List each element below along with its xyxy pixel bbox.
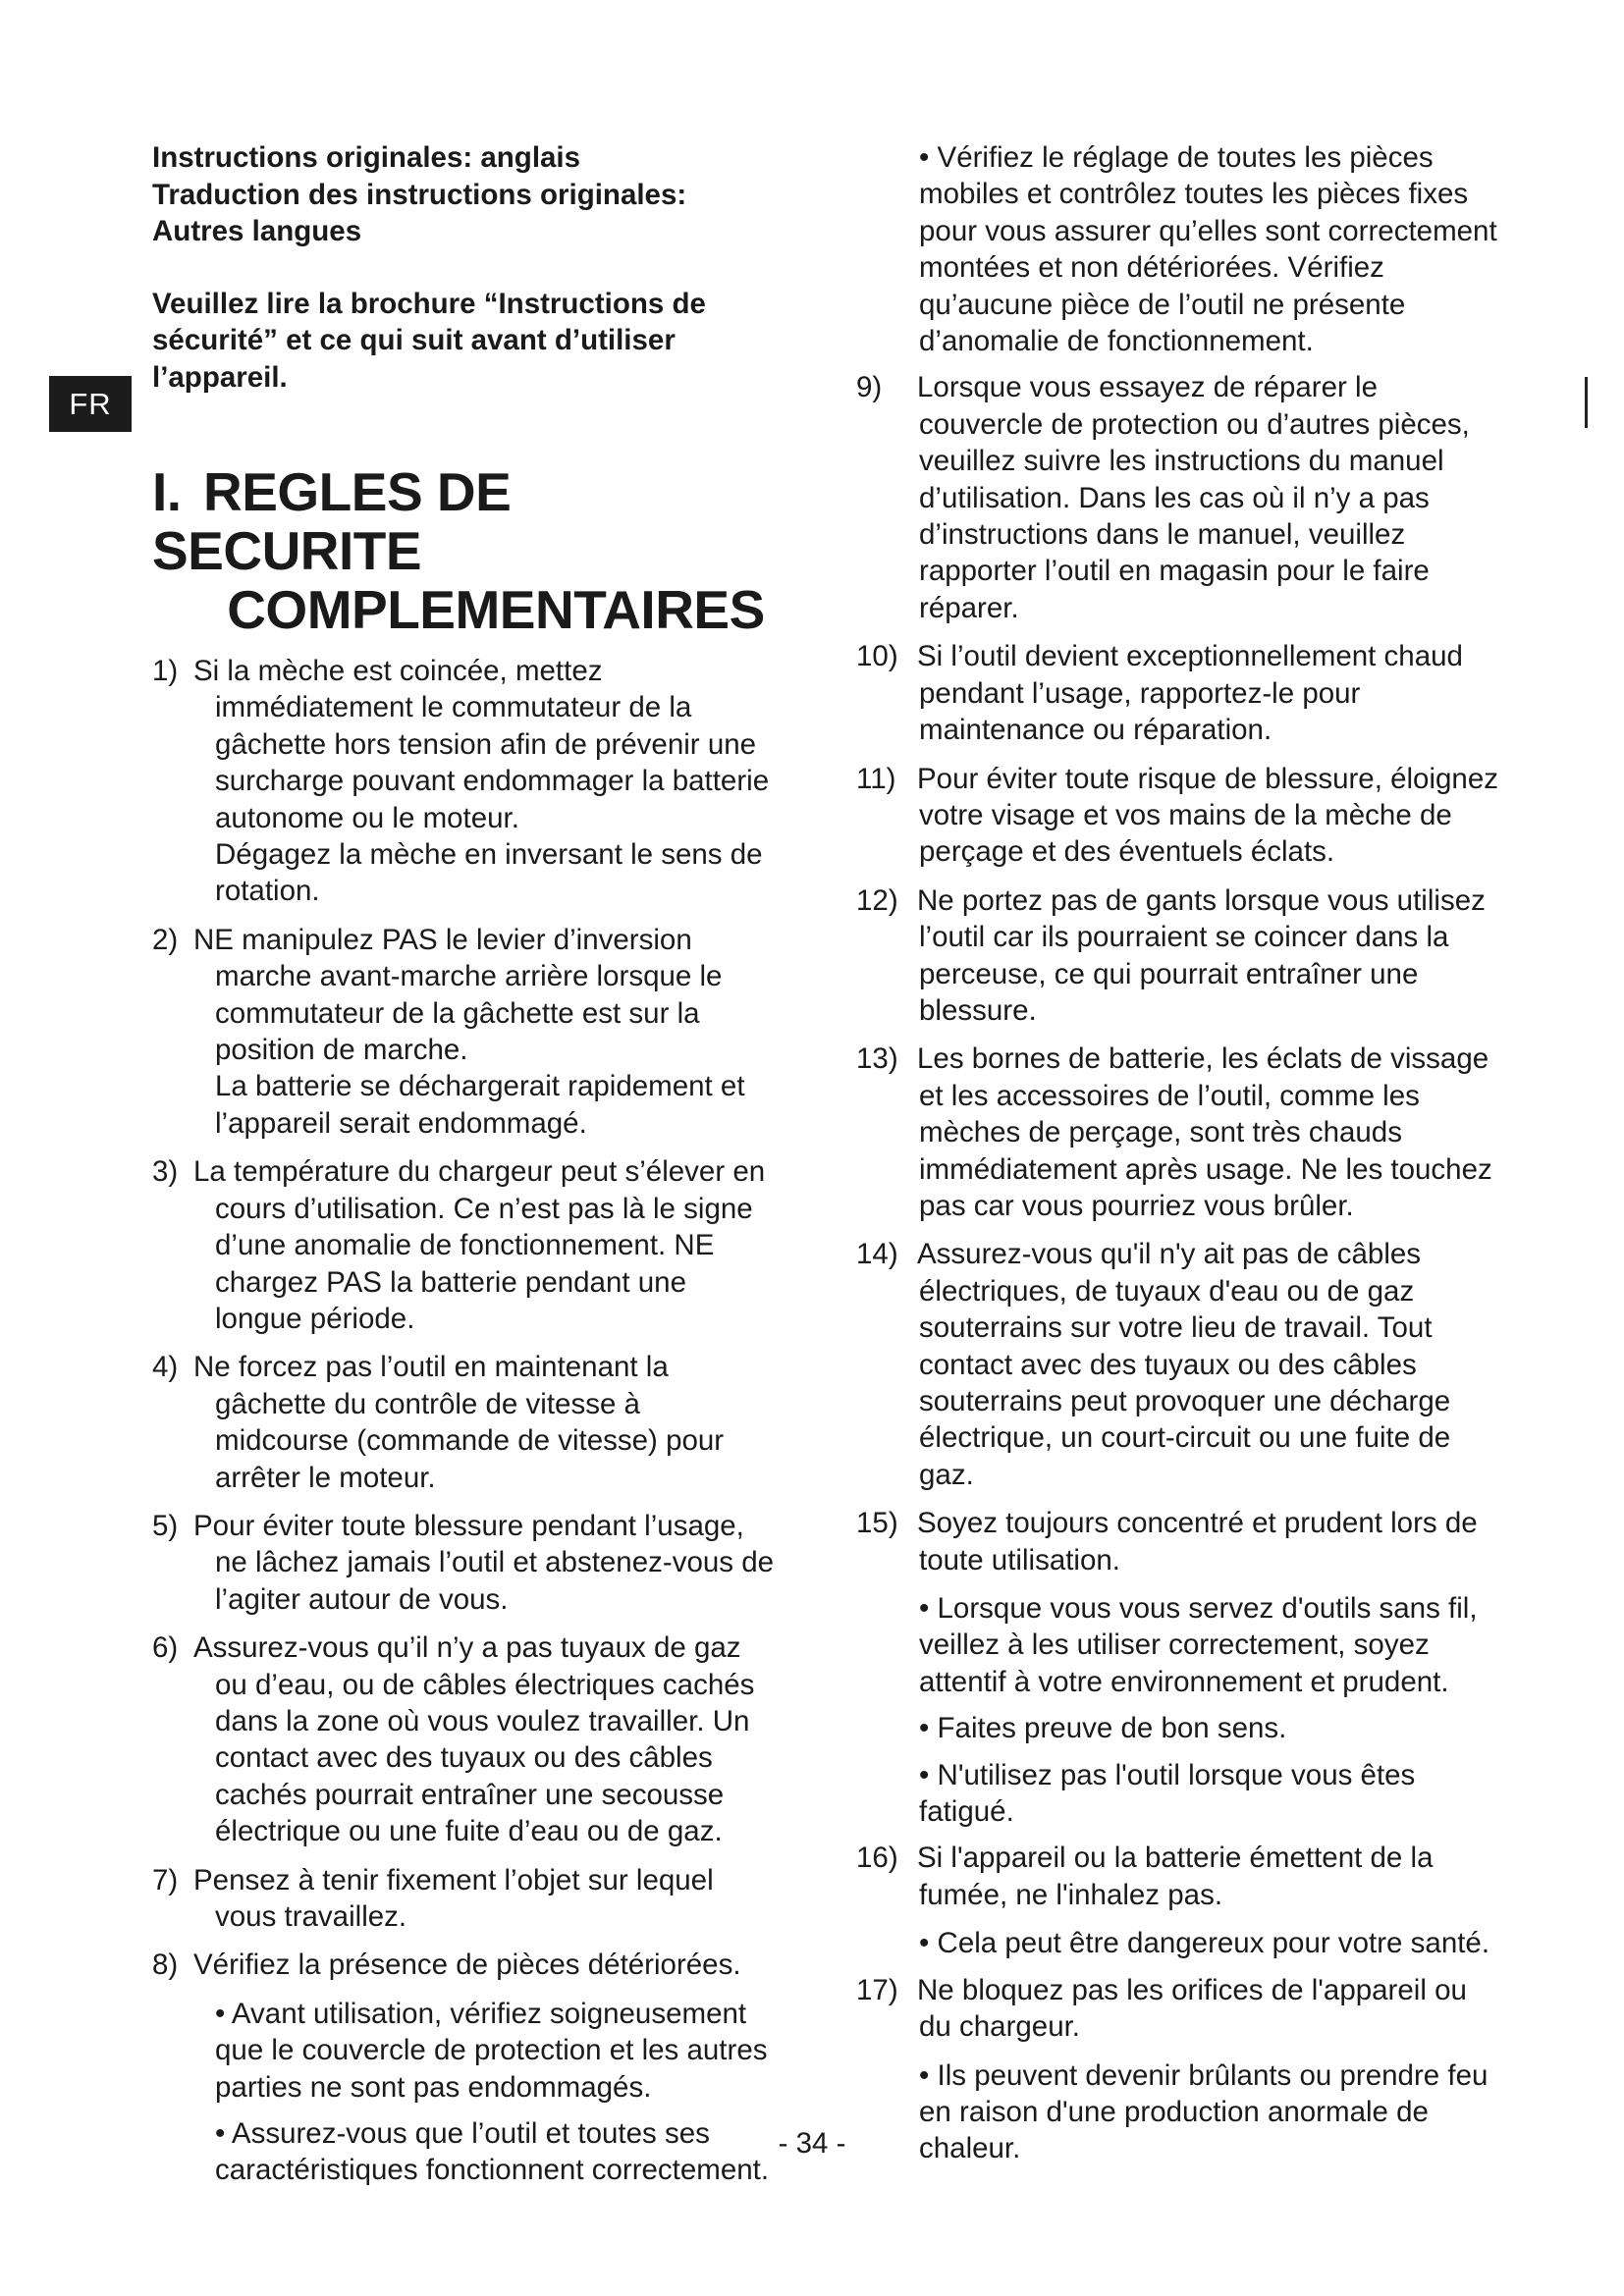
rule-number: 9) (856, 371, 883, 404)
rule-text: NE manipulez PAS le levier d’inversion marche avant-marche arrière lorsque le commutateur de la gâchette est sur la position de marche. (193, 923, 723, 1067)
section-title (152, 462, 781, 639)
rule-number: 16) (856, 1842, 898, 1875)
rule-11 (856, 761, 1504, 871)
rule-10 (856, 638, 1504, 748)
rule-number: 1) (152, 655, 179, 687)
rule-2 (152, 922, 781, 1142)
rule-9 (856, 369, 1504, 626)
rule-text: Pour éviter toute blessure pendant l’usage, ne lâchez jamais l’outil et abstenez-vous de l’agiter autour de vous. (193, 1509, 775, 1616)
rule-8-bullet-3: • Vérifiez le réglage de toutes les pièces mobiles et contrôlez toutes les pièces fixes pour vous assurer qu’elles sont correctement montées et non détériorées. Vérifiez qu’aucune pièce de l’outil ne présente d’anomalie de fonctionnement. (919, 141, 1497, 358)
rule-8-bullet-2: • Assurez-vous que l’outil et toutes ses caractéristiques fonctionnent correctement. (215, 2117, 770, 2187)
rule-number: 11) (856, 762, 896, 795)
language-tab: FR (49, 376, 132, 432)
rule-17 (856, 1972, 1504, 2046)
rule-number: 14) (856, 1238, 898, 1271)
rule-number: 2) (152, 923, 179, 956)
rules-list-left (152, 653, 781, 1984)
rule-text: Pour éviter toute risque de blessure, éloignez votre visage et vos mains de la mèche de perçage et des éventuels éclats. (917, 762, 1498, 869)
rule-text: Ne bloquez pas les orifices de l'appareil ou du chargeur. (917, 1973, 1467, 2044)
rule-number: 10) (856, 640, 898, 673)
rule-number: 13) (856, 1042, 898, 1076)
section-number: I. (152, 461, 182, 522)
rule-text: Si l'appareil ou la batterie émettent de la fumée, ne l'inhalez pas. (917, 1842, 1434, 1911)
intro-line-3: Autres langues (152, 215, 362, 247)
rule-text: Ne forcez pas l’outil en maintenant la gâchette du contrôle de vitesse à midcourse (commande de vitesse) pour arrêter le moteur. (193, 1351, 725, 1494)
rule-3 (152, 1153, 781, 1337)
left-column (152, 139, 781, 2199)
rule-number: 8) (152, 1949, 179, 1982)
intro-line-2: Traduction des instructions originales: (152, 178, 687, 211)
rule-text: Si l’outil devient exceptionnellement chaud pendant l’usage, rapportez-le pour maintenance ou réparation. (917, 640, 1463, 747)
rule-text: Vérifiez la présence de pièces détériorées. (193, 1949, 741, 1982)
intro-original-language (152, 139, 781, 250)
rule-16 (856, 1840, 1504, 1913)
rules-list-right-3 (856, 1972, 1504, 2046)
rule-13 (856, 1041, 1504, 1224)
rule-number: 6) (152, 1631, 179, 1665)
rule-number: 15) (856, 1507, 898, 1540)
rule-4 (152, 1349, 781, 1496)
right-column (856, 139, 1504, 2177)
rule-text: Ne portez pas de gants lorsque vous utilisez l’outil car ils pourraient se coincer dans la perceuse, ce qui pourrait entraîner une blessure. (917, 883, 1486, 1027)
page-number: - 34 - (778, 2127, 846, 2160)
rule-14 (856, 1236, 1504, 1493)
rule-text: Les bornes de batterie, les éclats de vissage et les accessoires de l’outil, comme les mèches de perçage, sont très chauds immédiatement après usage. Ne les touchez pas car vous pourriez vous brûler. (917, 1042, 1492, 1222)
rule-number: 5) (152, 1509, 179, 1542)
rule-7 (152, 1862, 781, 1936)
rule-1 (152, 653, 781, 910)
margin-change-bar (1585, 377, 1588, 428)
rule-text: Pensez à tenir fixement l’objet sur lequel vous travaillez. (193, 1863, 714, 1933)
rule-15 (856, 1505, 1504, 1578)
rule-17-bullet-1: • Ils peuvent devenir brûlants ou prendre feu en raison d'une production anormale de chaleur. (919, 2058, 1489, 2165)
rule-5 (152, 1508, 781, 1618)
rule-extra: La batterie se déchargerait rapidement et l’appareil serait endommagé. (215, 1070, 745, 1140)
rule-number: 3) (152, 1155, 179, 1189)
rule-text: Soyez toujours concentré et prudent lors de toute utilisation. (917, 1507, 1478, 1576)
rules-list-right-2 (856, 1840, 1504, 1913)
rule-16-bullet-1: • Cela peut être dangereux pour votre santé. (919, 1927, 1490, 1960)
safety-notice: Veuillez lire la brochure “Instructions de sécurité” et ce qui suit avant d’utiliser l’appareil. (152, 287, 706, 394)
rule-8-bullet-1: • Avant utilisation, vérifiez soigneusement que le couvercle de protection et les autres parties ne sont pas endommagés. (215, 1997, 768, 2104)
rule-number: 17) (856, 1973, 898, 2006)
rule-text: Lorsque vous essayez de réparer le couvercle de protection ou d’autres pièces, veuillez suivre les instructions du manuel d’utilisation. Dans les cas où il n’y a pas d’instructions dans le manuel, veuillez rapporter l’outil en magasin pour le faire réparer. (917, 371, 1470, 624)
rule-12 (856, 882, 1504, 1030)
rule-15-bullet-2: • Faites preuve de bon sens. (919, 1712, 1287, 1745)
rule-text: La température du chargeur peut s’élever en cours d’utilisation. Ce n’est pas là le signe d’une anomalie de fonctionnement. NE chargez PAS la batterie pendant une longue période. (193, 1155, 766, 1335)
rule-15-bullet-3: • N'utilisez pas l'outil lorsque vous êtes fatigué. (919, 1758, 1416, 1829)
rule-text: Assurez-vous qu'il n'y ait pas de câbles électriques, de tuyaux d'eau ou de gaz souterrains sur votre lieu de travail. Tout contact avec des tuyaux ou des câbles souterrains peut provoquer une décharge électrique, un court-circuit ou une fuite de gaz. (917, 1238, 1451, 1491)
rule-text: Assurez-vous qu’il n’y a pas tuyaux de gaz ou d’eau, ou de câbles électriques cachés dans la zone où vous voulez travailler. Un contact avec des tuyaux ou des câbles cachés pourrait entraîner une secousse électrique ou une fuite d’eau ou de gaz. (193, 1631, 755, 1848)
rule-6 (152, 1629, 781, 1849)
rules-list-right (856, 369, 1504, 1578)
rule-8 (152, 1947, 781, 1983)
rule-number: 7) (152, 1863, 179, 1896)
rule-number: 4) (152, 1351, 179, 1384)
rule-text: Si la mèche est coincée, mettez immédiatement le commutateur de la gâchette hors tension afin de prévenir une surcharge pouvant endommager la batterie autonome ou le moteur. (193, 655, 770, 834)
rule-extra: Dégagez la mèche en inversant le sens de rotation. (215, 838, 763, 908)
rule-15-bullet-1: • Lorsque vous vous servez d'outils sans fil, veillez à les utiliser correctement, soyez attentif à votre environnement et prudent. (919, 1592, 1478, 1698)
section-title-line-2: COMPLEMENTAIRES (227, 579, 765, 640)
intro-line-1: Instructions originales: anglais (152, 141, 581, 174)
section-title-line-1: REGLES DE SECURITE (152, 461, 512, 581)
rule-number: 12) (856, 883, 898, 917)
